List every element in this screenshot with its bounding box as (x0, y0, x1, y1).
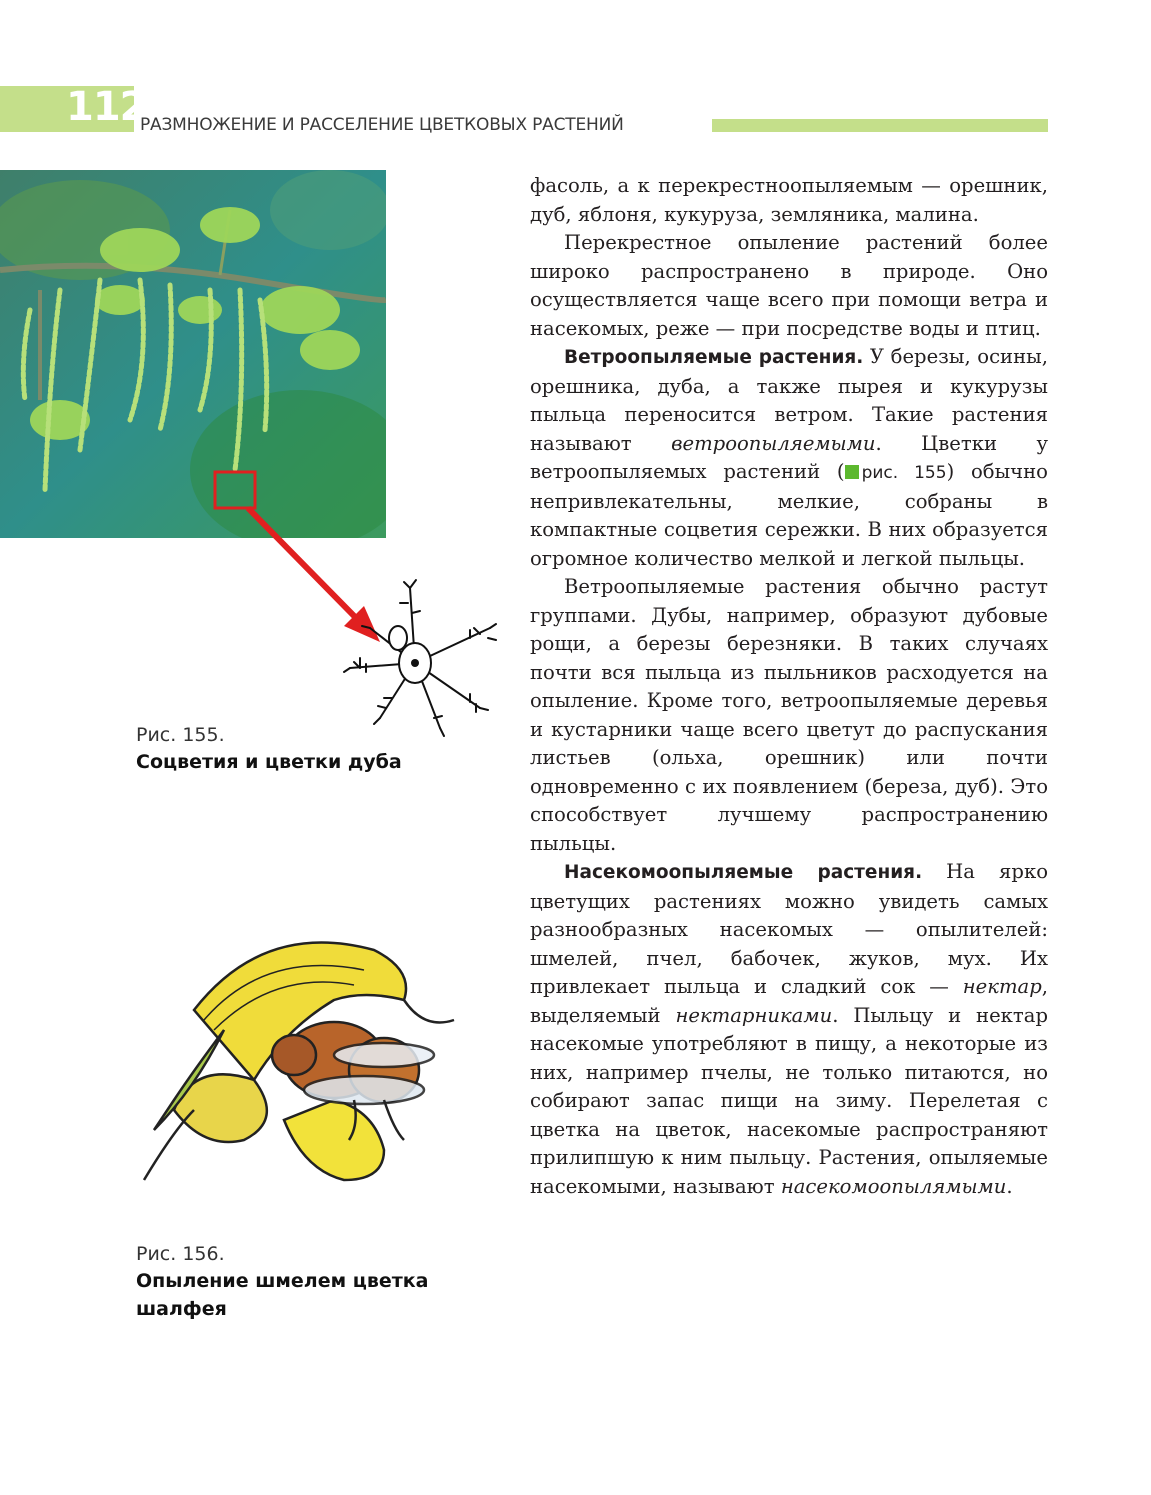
term: насекомоопылямыми (780, 1174, 1007, 1198)
body-text (530, 172, 1048, 1201)
figure-caption-156 (136, 1243, 466, 1323)
paragraph-insect-pollinated (530, 858, 1048, 1201)
page-number: 112 (66, 84, 147, 130)
bumblebee-sage-drawing (134, 930, 474, 1230)
figure-ref-square-icon (845, 465, 859, 479)
paragraph: Ветроопыляемые растения обычно растут группами. Дубы, например, образуют дубовые рощи, а березы березняки. В таких случаях почти вся пыльца из пыльников расходуется на опыление. Кроме того, ветроопыляемые деревья и кустарники чаще всего цветут до распускания листьев (ольха, орешник) или почти одновременно с их появлением (береза, дуб). Это способствует лучшему распространению пыльцы. (530, 575, 1048, 855)
term: нектарниками (675, 1003, 833, 1027)
text-run: . Пыльцу и нектар насекомые употребляют в пищу, а некоторые из них, например пчелы, не только питаются, но собирают запас пищи на зиму. Перелетая с цветка на цветок, насекомые распространяют прилипшую к ним пыльцу. Растения, опыляемые насекомыми, называют (530, 1003, 1048, 1198)
figure-number: Рис. 156. (136, 1243, 225, 1265)
figure-caption-155 (136, 724, 436, 776)
oak-inflorescence-photo (0, 170, 386, 538)
figure-title: Соцветия и цветки дуба (136, 751, 402, 773)
text-run: . Цветки у ветроопыляемых растений ( (530, 431, 1048, 483)
header-rule (712, 119, 1048, 132)
paragraph: Перекрестное опыление растений более широко распространено в природе. Оно осуществляется чаще всего при помощи ветра и насекомых, реже — при посредстве воды и птиц. (530, 231, 1048, 340)
section-heading: Насекомоопыляемые растения. (564, 862, 923, 883)
text-run: , выделяемый (530, 975, 1048, 1027)
term: нектар (962, 975, 1042, 998)
text-run: У березы, осины, орешника, дуба, а также пырея и кукурузы пыльца переносится ветром. Такие растения называют (530, 345, 1048, 455)
oak-flower-drawing (330, 568, 500, 748)
text-run: ) обычно непривлекательны, мелкие, собраны в компактные соцветия сережки. В них образуется огромное количество мелкой и легкой пыльцы. (530, 460, 1048, 570)
running-head: РАЗМНОЖЕНИЕ И РАССЕЛЕНИЕ ЦВЕТКОВЫХ РАСТЕНИЙ (140, 115, 624, 135)
section-heading: Ветроопыляемые растения. (564, 347, 864, 368)
term: ветроопыляемыми (671, 431, 876, 455)
paragraph-wind-pollinated (530, 343, 1048, 573)
text-run: . (1006, 1174, 1013, 1198)
figure-number: Рис. 155. (136, 724, 225, 746)
paragraph: фасоль, а к перекрестноопыляемым — орешник, дуб, яблоня, кукуруза, земляника, малина. (530, 174, 1048, 226)
text-run: На ярко цветущих растениях можно увидеть самых разнообразных насекомых — опылителей: шмелей, пчел, бабочек, жуков, мух. Их привлекает пыльца и сладкий сок — (530, 860, 1048, 998)
figure-title: Опыление шмелем цветка шалфея (136, 1270, 429, 1320)
figure-link[interactable]: рис. 155 (861, 463, 947, 483)
